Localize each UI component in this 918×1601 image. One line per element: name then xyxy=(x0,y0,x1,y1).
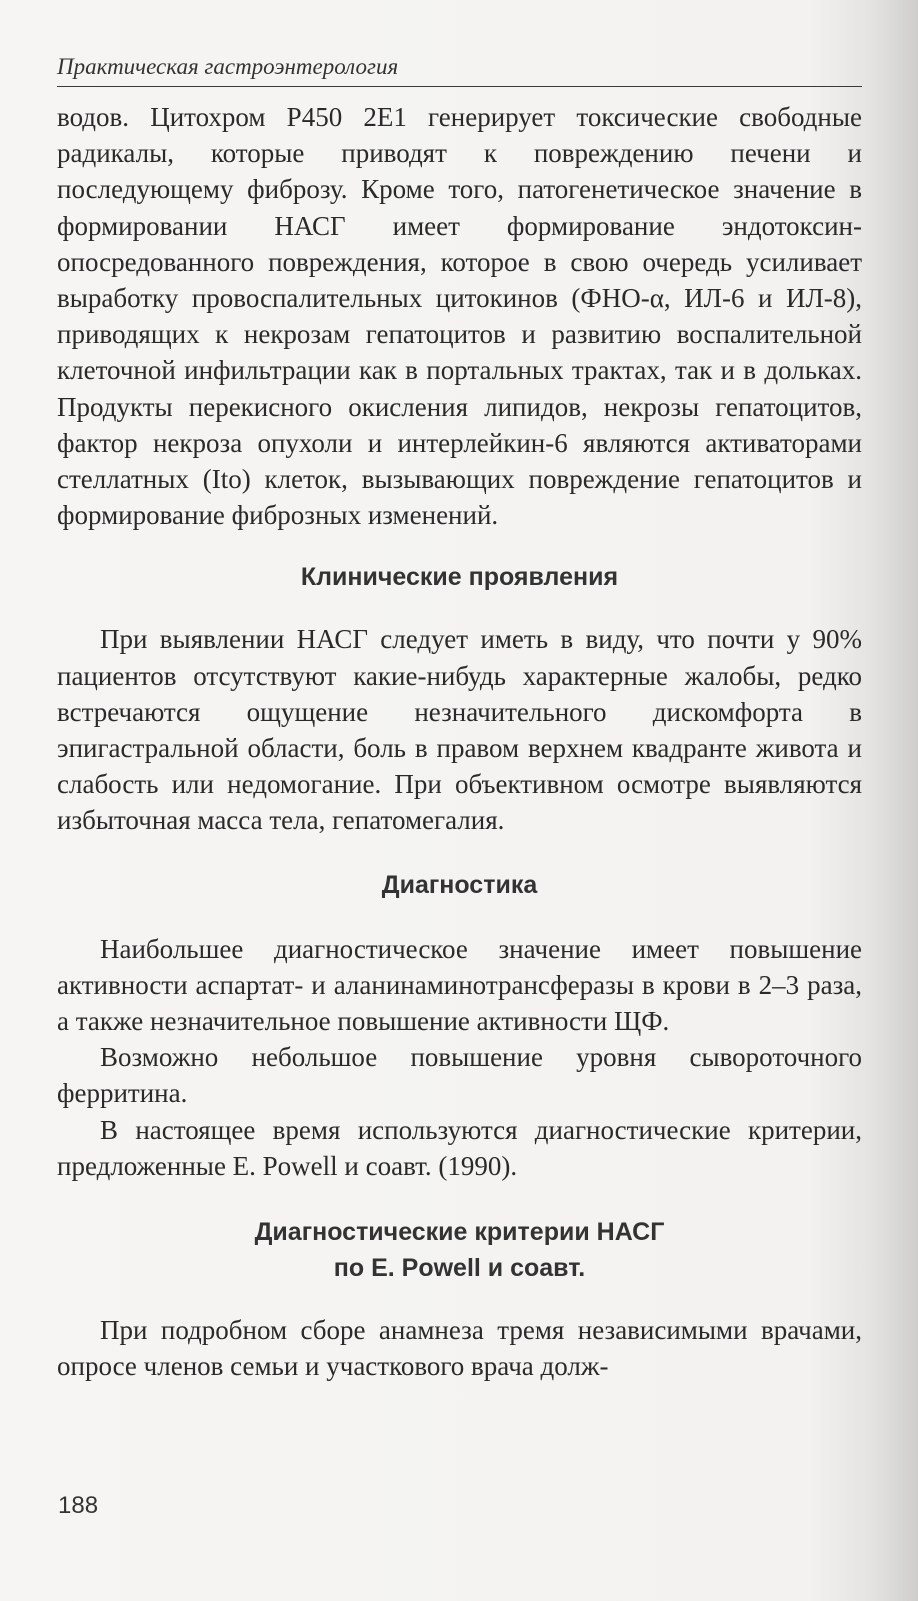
section-heading-diagnostics: Диагностика xyxy=(381,870,538,899)
paragraph-criteria-anamnesis: При подробном сборе анамнеза тремя независимыми врачами, опросе членов семьи и участкового врача долж- xyxy=(57,1315,862,1382)
running-header xyxy=(57,52,862,87)
paragraph-diagnostics-criteria: В настоящее время используются диагностические критерии, предложенные E. Powell и соавт. (1990). xyxy=(57,1114,862,1181)
paragraph-pathogenesis: водов. Цитохром Р450 2Е1 генерирует токсические свободные радикалы, которые приводят к повреждению печени и последующему фиброзу. Кроме того, патогенетическое значение в формировании НАСГ имеет формирование эндотоксин-опосредованного повреждения, которое в свою очередь усиливает выработку провоспалительных цитокинов (ФНО-α, ИЛ-6 и ИЛ-8), приводящих к некрозам гепатоцитов и развитию воспалительной клеточной инфильтрации как в портальных трактах, так и в дольках. Продукты перекисного окисления липидов, некрозы гепатоцитов, фактор некроза опухоли и интерлейкин-6 являются активаторами стеллатных (Ito) клеток, вызывающих повреждение гепатоцитов и формирование фиброзных изменений. xyxy=(57,102,862,531)
page-content xyxy=(57,99,862,1384)
page-number: 188 xyxy=(58,1492,99,1519)
section-heading-criteria xyxy=(57,1214,862,1286)
paragraph-diagnostics-enzymes: Наибольшее диагностическое значение имеет повышение активности аспартат- и аланинаминотрансферазы в крови в 2–3 раза, а также незначительное повышение активности ЩФ. xyxy=(57,933,862,1037)
paragraph-clinical: При выявлении НАСГ следует иметь в виду, что почти у 90% пациентов отсутствуют какие-нибудь характерные жалобы, редко встречаются ощущение незначительного дискомфорта в эпигастральной области, боль в правом верхнем квадранте живота и слабость или недомогание. При объективном осмотре выявляются избыточная масса тела, гепатомегалия. xyxy=(57,624,862,836)
running-header-title: Практическая гастроэнтерология xyxy=(57,54,399,79)
section-heading-clinical: Клинические проявления xyxy=(300,563,619,592)
section-heading-criteria-line2: по E. Powell и соавт. xyxy=(333,1254,586,1283)
section-heading-criteria-line1: Диагностические критерии НАСГ xyxy=(254,1218,665,1247)
paragraph-diagnostics-ferritin: Возможно небольшое повышение уровня сывороточного ферритина. xyxy=(57,1042,862,1109)
